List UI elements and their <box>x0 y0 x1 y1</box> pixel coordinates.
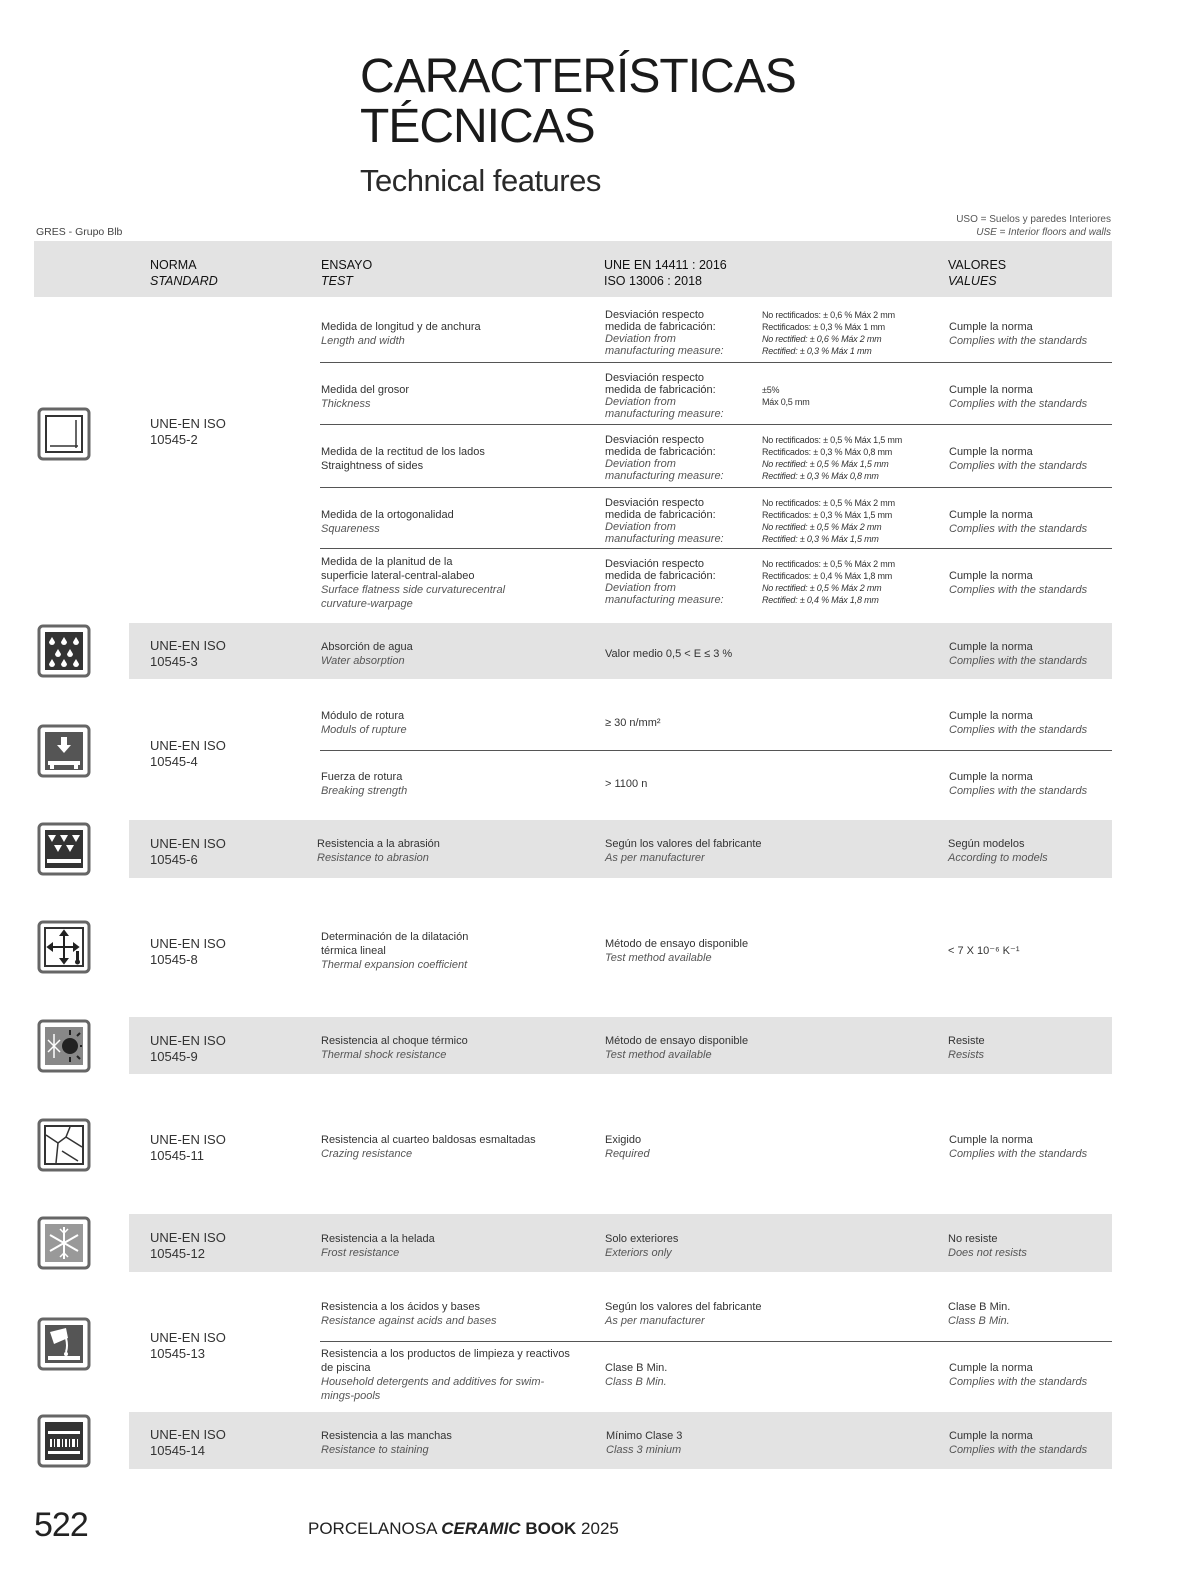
value <box>949 383 1087 411</box>
row-divider <box>320 1341 1112 1342</box>
requirement-en: Exteriors only <box>605 1247 672 1259</box>
value-es: Cumple la norma <box>949 771 1033 783</box>
standard-line-2: 10545-2 <box>150 432 198 447</box>
value <box>949 1361 1087 1389</box>
value-en: Complies with the standards <box>949 1148 1088 1160</box>
test-name-es: Absorción de agua <box>321 641 413 653</box>
test-name-en: curvature-warpage <box>321 598 413 610</box>
requirement-line: manufacturing measure: <box>605 533 724 545</box>
test-name-es: Medida del grosor <box>321 384 410 396</box>
standard-label <box>150 1230 226 1262</box>
requirement-es: Según los valores del fabricante <box>605 838 762 850</box>
dimension-square-icon <box>36 406 92 462</box>
value-en: Complies with the standards <box>949 1376 1088 1388</box>
section-10545-2 <box>0 300 1200 618</box>
requirement: > 1100 n <box>605 778 648 790</box>
header-valores <box>948 257 1006 289</box>
test-name-es: Resistencia a los productos de limpieza y reactivos <box>321 1348 570 1360</box>
thermal-expansion-icon <box>36 919 92 975</box>
requirement-en: As per manufacturer <box>605 852 705 864</box>
value <box>948 1232 1027 1260</box>
test-name-es: Resistencia al choque térmico <box>321 1035 468 1047</box>
standard-line-2: 10545-8 <box>150 952 198 967</box>
requirement-line: Desviación respecto <box>605 372 705 384</box>
test-name-en: Straightness of sides <box>321 460 424 472</box>
tolerance-line: Rectified: ± 0,3 % Máx 1 mm <box>762 346 872 356</box>
tolerance-values <box>762 309 895 357</box>
stain-icon <box>36 1413 92 1469</box>
value-es: Según modelos <box>948 838 1025 850</box>
standard-line-1: UNE-EN ISO <box>150 1230 226 1245</box>
requirement-line: manufacturing measure: <box>605 594 724 606</box>
test-name <box>321 1347 570 1403</box>
value-es: Cumple la norma <box>949 446 1033 458</box>
standard-line-1: UNE-EN ISO <box>150 836 226 851</box>
usage-note-en: USE = Interior floors and walls <box>976 227 1111 238</box>
standard-label <box>150 638 226 670</box>
test-name-es: Resistencia a las manchas <box>321 1430 452 1442</box>
requirement <box>605 1300 762 1328</box>
test-name-es: Resistencia a la abrasión <box>317 838 440 850</box>
test-name-es: Medida de longitud y de anchura <box>321 321 481 333</box>
test-name-es: Resistencia a la helada <box>321 1233 435 1245</box>
test-name-en: Breaking strength <box>321 785 408 797</box>
requirement-line: Deviation from <box>605 333 676 345</box>
value: < 7 X 10⁻⁶ K⁻¹ <box>948 945 1020 957</box>
standard-line-2: 10545-14 <box>150 1443 205 1458</box>
value <box>949 770 1087 798</box>
value <box>948 1034 985 1062</box>
value <box>949 445 1087 473</box>
standard-label <box>150 936 226 968</box>
value-es: Clase B Min. <box>948 1301 1011 1313</box>
tolerance-line: No rectified: ± 0,5 % Máx 2 mm <box>762 583 882 593</box>
requirement: ≥ 30 n/mm² <box>605 717 661 729</box>
thermal-shock-icon <box>36 1018 92 1074</box>
requirement <box>605 372 724 420</box>
row-divider <box>320 362 1112 363</box>
value-es: Cumple la norma <box>949 1362 1033 1374</box>
standard-label <box>150 1427 226 1459</box>
value <box>948 837 1048 865</box>
requirement <box>605 1133 650 1161</box>
title-line-2: TÉCNICAS <box>360 100 595 153</box>
section-10545-4 <box>0 695 1200 813</box>
value <box>949 508 1087 536</box>
requirement-line: medida de fabricación: <box>605 509 716 521</box>
tolerance-line: Rectificados: ± 0,3 % Máx 1,5 mm <box>762 510 893 520</box>
chemical-pour-icon <box>36 1316 92 1372</box>
test-name-es: de piscina <box>321 1362 371 1374</box>
test-name-en: Thickness <box>321 398 371 410</box>
usage-note-es: USO = Suelos y paredes Interiores <box>956 214 1111 225</box>
value-es: Cumple la norma <box>949 710 1033 722</box>
breaking-press-icon <box>36 723 92 779</box>
footer-year: 2025 <box>581 1519 619 1538</box>
value-es: Cumple la norma <box>949 1134 1033 1146</box>
snowflake-icon <box>36 1215 92 1271</box>
header-valores-es: VALORES <box>948 258 1007 272</box>
value-en: Complies with the standards <box>949 584 1088 596</box>
requirement <box>606 1429 682 1457</box>
value-es: Cumple la norma <box>949 321 1033 333</box>
standard-label <box>150 1132 226 1164</box>
standard-line-1: UNE-EN ISO <box>150 1132 226 1147</box>
section-10545-3 <box>0 623 1200 679</box>
test-name <box>321 445 485 473</box>
test-name-en: Thermal expansion coefficient <box>321 959 468 971</box>
requirement <box>605 937 748 965</box>
tolerance-line: No rectified: ± 0,5 % Máx 1,5 mm <box>762 459 889 469</box>
section-10545-8 <box>0 905 1200 1001</box>
requirement-line: Deviation from <box>605 396 676 408</box>
standard-line-1: UNE-EN ISO <box>150 638 226 653</box>
header-valores-en: VALUES <box>948 274 997 288</box>
header-une: UNE EN 14411 : 2016 <box>604 258 727 272</box>
footer-brand: PORCELANOSA <box>308 1519 437 1538</box>
test-name <box>321 508 454 536</box>
test-name <box>321 930 468 972</box>
requirement-es: Exigido <box>605 1134 642 1146</box>
requirement-en: Required <box>605 1148 650 1160</box>
tolerance-values <box>762 384 810 408</box>
row-divider <box>320 750 1112 751</box>
test-name-es: Determinación de la dilatación <box>321 931 469 943</box>
test-name-en: Squareness <box>321 523 380 535</box>
value-en: According to models <box>948 852 1048 864</box>
test-name-en: Water absorption <box>321 655 405 667</box>
requirement-line: Deviation from <box>605 582 676 594</box>
test-name <box>321 383 409 411</box>
standard-line-2: 10545-3 <box>150 654 198 669</box>
header-norma <box>150 257 218 289</box>
standard-label <box>150 1330 226 1362</box>
requirement-en: As per manufacturer <box>605 1315 705 1327</box>
standard-line-1: UNE-EN ISO <box>150 416 226 431</box>
row-divider <box>320 424 1112 425</box>
tolerance-line: No rectified: ± 0,6 % Máx 2 mm <box>762 334 882 344</box>
value-es: Cumple la norma <box>949 384 1033 396</box>
header-requirement <box>604 257 727 289</box>
test-name-en: Length and width <box>321 335 405 347</box>
usage-note <box>956 213 1111 239</box>
value-en: Complies with the standards <box>949 335 1088 347</box>
standard-label <box>150 1033 226 1065</box>
value-en: Class B Min. <box>948 1315 1010 1327</box>
value-en: Complies with the standards <box>949 523 1088 535</box>
tolerance-values <box>762 434 902 482</box>
standard-line-2: 10545-6 <box>150 852 198 867</box>
test-name <box>321 640 413 668</box>
requirement-line: medida de fabricación: <box>605 570 716 582</box>
section-10545-11 <box>0 1108 1200 1196</box>
tolerance-line: Rectified: ± 0,3 % Máx 1,5 mm <box>762 534 879 544</box>
value-es: Cumple la norma <box>949 509 1033 521</box>
standard-line-2: 10545-13 <box>150 1346 205 1361</box>
tolerance-line: Máx 0,5 mm <box>762 397 810 407</box>
test-name <box>321 709 407 737</box>
standard-line-1: UNE-EN ISO <box>150 1330 226 1345</box>
requirement <box>605 558 724 606</box>
test-name-es: Módulo de rotura <box>321 710 405 722</box>
page-subtitle: Technical features <box>360 163 601 198</box>
value-es: Resiste <box>948 1035 985 1047</box>
test-name-en: Frost resistance <box>321 1247 400 1259</box>
header-ensayo-en: TEST <box>321 274 353 288</box>
tolerance-line: Rectified: ± 0,3 % Máx 0,8 mm <box>762 471 879 481</box>
value-en: Complies with the standards <box>949 460 1088 472</box>
requirement-en: Test method available <box>605 1049 712 1061</box>
value <box>948 1300 1010 1328</box>
test-name <box>321 555 505 611</box>
tolerance-line: Rectificados: ± 0,3 % Máx 0,8 mm <box>762 447 893 457</box>
tolerance-line: No rectificados: ± 0,5 % Máx 2 mm <box>762 559 895 569</box>
section-10545-13 <box>0 1290 1200 1406</box>
value-es: Cumple la norma <box>949 570 1033 582</box>
test-name <box>317 837 440 865</box>
test-name-es: Resistencia a los ácidos y bases <box>321 1301 480 1313</box>
value <box>949 320 1087 348</box>
value-en: Complies with the standards <box>949 1444 1088 1456</box>
tolerance-values <box>762 497 895 545</box>
value-en: Complies with the standards <box>949 724 1088 736</box>
requirement-line: manufacturing measure: <box>605 345 724 357</box>
requirement-line: Desviación respecto <box>605 497 705 509</box>
test-name-es: superficie lateral-central-alabeo <box>321 570 475 582</box>
section-10545-14 <box>0 1412 1200 1469</box>
test-name <box>321 1232 435 1260</box>
standard-line-2: 10545-12 <box>150 1246 205 1261</box>
standard-line-1: UNE-EN ISO <box>150 936 226 951</box>
requirement-line: medida de fabricación: <box>605 384 716 396</box>
requirement <box>605 309 724 357</box>
value <box>949 1429 1087 1457</box>
test-name-en: Crazing resistance <box>321 1148 413 1160</box>
page-number: 522 <box>34 1506 88 1544</box>
requirement: Valor medio 0,5 < E ≤ 3 % <box>605 648 733 660</box>
test-name-en: Surface flatness side curvaturecentral <box>321 584 506 596</box>
abrasion-icon <box>36 821 92 877</box>
value-en: Resists <box>948 1049 985 1061</box>
value-es: Cumple la norma <box>949 641 1033 653</box>
requirement <box>605 1361 667 1389</box>
header-ensayo <box>321 257 372 289</box>
header-ensayo-es: ENSAYO <box>321 258 373 272</box>
test-name-es: Resistencia al cuarteo baldosas esmaltadas <box>321 1134 536 1146</box>
requirement <box>605 837 762 865</box>
brand-label: GRES - Grupo Blb <box>36 226 123 238</box>
footer-book: BOOK <box>525 1519 577 1538</box>
test-name-en: Resistance to abrasion <box>317 852 429 864</box>
test-name <box>321 1133 536 1161</box>
value-en: Complies with the standards <box>949 398 1088 410</box>
row-divider <box>320 487 1112 488</box>
tolerance-line: ±5% <box>762 385 780 395</box>
footer-title <box>308 1519 619 1539</box>
test-name-en: Moduls of rupture <box>321 724 407 736</box>
value <box>949 640 1087 668</box>
requirement-es: Según los valores del fabricante <box>605 1301 762 1313</box>
standard-line-2: 10545-4 <box>150 754 198 769</box>
requirement-line: medida de fabricación: <box>605 446 716 458</box>
requirement-line: Desviación respecto <box>605 434 705 446</box>
tolerance-line: Rectified: ± 0,4 % Máx 1,8 mm <box>762 595 879 605</box>
requirement-es: Clase B Min. <box>605 1362 668 1374</box>
requirement-en: Test method available <box>605 952 712 964</box>
requirement-line: Desviación respecto <box>605 558 705 570</box>
test-name <box>321 1300 497 1328</box>
tolerance-line: No rectificados: ± 0,5 % Máx 1,5 mm <box>762 435 902 445</box>
row-divider <box>320 548 1112 549</box>
tolerance-values <box>762 558 895 606</box>
test-name-en: Resistance to staining <box>321 1444 429 1456</box>
test-name <box>321 770 407 798</box>
standard-label <box>150 738 226 770</box>
table-header <box>34 241 1112 297</box>
value <box>949 1133 1087 1161</box>
header-norma-en: STANDARD <box>150 274 218 288</box>
test-name-en: Resistance against acids and bases <box>321 1315 497 1327</box>
standard-line-1: UNE-EN ISO <box>150 1033 226 1048</box>
section-10545-9 <box>0 1017 1200 1074</box>
test-name-es: Fuerza de rotura <box>321 771 403 783</box>
standard-line-2: 10545-9 <box>150 1049 198 1064</box>
test-name-es: Medida de la planitud de la <box>321 556 453 568</box>
tolerance-line: No rectified: ± 0,5 % Máx 2 mm <box>762 522 882 532</box>
section-10545-12 <box>0 1214 1200 1272</box>
value-es: Cumple la norma <box>949 1430 1033 1442</box>
requirement <box>605 434 724 482</box>
requirement-en: Class 3 minium <box>606 1444 682 1456</box>
requirement-line: manufacturing measure: <box>605 408 724 420</box>
test-name <box>321 320 481 348</box>
value <box>949 569 1087 597</box>
standard-line-2: 10545-11 <box>150 1148 204 1163</box>
requirement-es: Solo exteriores <box>605 1233 679 1245</box>
header-iso: ISO 13006 : 2018 <box>604 274 702 288</box>
requirement-line: manufacturing measure: <box>605 470 724 482</box>
requirement-en: Class B Min. <box>605 1376 667 1388</box>
header-norma-es: NORMA <box>150 258 197 272</box>
tolerance-line: No rectificados: ± 0,5 % Máx 2 mm <box>762 498 895 508</box>
requirement-line: Desviación respecto <box>605 309 705 321</box>
tolerance-line: Rectificados: ± 0,3 % Máx 1 mm <box>762 322 885 332</box>
standard-label <box>150 836 226 868</box>
section-10545-6 <box>0 820 1200 878</box>
test-name <box>321 1429 452 1457</box>
value-en: Complies with the standards <box>949 655 1088 667</box>
page-title <box>360 52 796 152</box>
requirement <box>605 1034 748 1062</box>
test-name-es: Medida de la ortogonalidad <box>321 509 454 521</box>
standard-line-1: UNE-EN ISO <box>150 1427 226 1442</box>
requirement-es: Mínimo Clase 3 <box>606 1430 683 1442</box>
value-es: No resiste <box>948 1233 998 1245</box>
test-name-es: térmica lineal <box>321 945 386 957</box>
test-name-es: Medida de la rectitud de los lados <box>321 446 485 458</box>
standard-label <box>150 416 226 448</box>
value-en: Does not resists <box>948 1247 1027 1259</box>
crazing-icon <box>36 1117 92 1173</box>
requirement <box>605 497 724 545</box>
footer-ceramic: CERAMIC <box>441 1519 521 1538</box>
requirement-line: medida de fabricación: <box>605 321 716 333</box>
test-name <box>321 1034 468 1062</box>
water-drops-icon <box>36 623 92 679</box>
requirement-line: Deviation from <box>605 458 676 470</box>
title-line-1: CARACTERÍSTICAS <box>360 50 796 103</box>
value <box>949 709 1087 737</box>
test-name-en: mings-pools <box>321 1390 381 1402</box>
requirement <box>605 1232 678 1260</box>
value-en: Complies with the standards <box>949 785 1088 797</box>
tolerance-line: No rectificados: ± 0,6 % Máx 2 mm <box>762 310 895 320</box>
requirement-line: Deviation from <box>605 521 676 533</box>
requirement-es: Método de ensayo disponible <box>605 1035 749 1047</box>
test-name-en: Thermal shock resistance <box>321 1049 447 1061</box>
requirement-es: Método de ensayo disponible <box>605 938 749 950</box>
standard-line-1: UNE-EN ISO <box>150 738 226 753</box>
test-name-en: Household detergents and additives for swim- <box>321 1376 545 1388</box>
tolerance-line: Rectificados: ± 0,4 % Máx 1,8 mm <box>762 571 893 581</box>
